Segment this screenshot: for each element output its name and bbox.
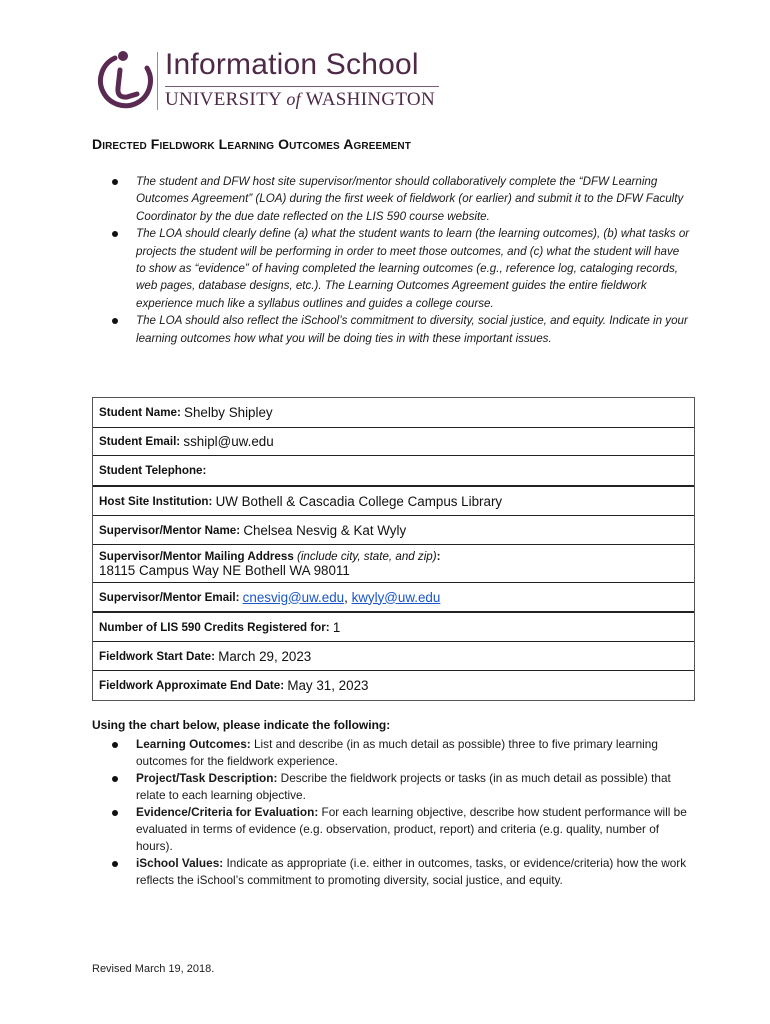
intro-bullet-list [112,173,692,347]
bullet-icon [112,776,118,782]
instruction-item: Evidence/Criteria for Evaluation: For each learning objective, describe how student performance will be evaluated in terms of evidence (e.g. observation, product, report) and criteria (e.g. quality, number of hours). [112,804,692,855]
end-date-value: May 31, 2023 [287,678,369,693]
intro-bullet: The student and DFW host site supervisor/mentor should collaboratively complete the “DFW Learning Outcomes Agreement” (LOA) during the first week of fieldwork (or earlier) and submit it to the DFW Faculty Coordinator by the due date reflected on the LIS 590 course website. [112,173,692,225]
end-date-field[interactable]: Fieldwork Approximate End Date: May 31, 2023 [99,678,369,693]
instruction-item: iSchool Values: Indicate as appropriate (i.e. either in outcomes, tasks, or evidence/criteria) how the work reflects the iSchool’s commitment to promoting diversity, social justice, and equity. [112,855,692,889]
bullet-icon [112,231,118,237]
host-site-value: UW Bothell & Cascadia College Campus Library [215,493,503,509]
supervisor-email-link-2[interactable]: kwyly@uw.edu [351,589,441,605]
student-info-table [92,397,695,701]
credits-value: 1 [332,619,341,635]
supervisor-address-field[interactable]: Supervisor/Mentor Mailing Address (include city, state, and zip): 18115 Campus Way NE Bothell WA 98011 [93,545,694,583]
revised-date-footer: Revised March 19, 2018. [92,963,215,975]
student-email-value: sshipl@uw.edu [183,434,274,449]
logo-divider [157,52,158,110]
logo-title: Information School [165,48,419,81]
bullet-icon [112,861,118,867]
bullet-icon [112,318,118,324]
supervisor-email-link-1[interactable]: cnesvig@uw.edu [242,589,345,605]
logo-subtitle: UNIVERSITY of WASHINGTON [165,89,435,110]
instruction-item: Project/Task Description: Describe the fieldwork projects or tasks (in as much detail as possible) that relate to each learning objective. [112,770,692,804]
supervisor-name-field[interactable]: Supervisor/Mentor Name: Chelsea Nesvig & Kat Wyly [93,516,694,545]
ischool-i-logo-icon [93,48,153,114]
instructions-heading: Using the chart below, please indicate the following: [92,718,391,732]
start-date-field[interactable]: Fieldwork Start Date: March 29, 2023 [93,642,694,671]
student-telephone-field[interactable]: Student Telephone: [93,456,694,487]
student-name-value: Shelby Shipley [184,405,273,420]
student-email-field[interactable]: Student Email: sshipl@uw.edu [93,428,694,456]
bullet-icon [112,810,118,816]
document-title: Directed Fieldwork Learning Outcomes Agreement [92,136,411,152]
host-site-field[interactable]: Host Site Institution: UW Bothell & Cascadia College Campus Library [93,487,694,516]
supervisor-name-value: Chelsea Nesvig & Kat Wyly [243,522,407,538]
intro-bullet: The LOA should also reflect the iSchool’s commitment to diversity, social justice, and equity. Indicate in your learning outcomes how what you will be doing ties in with these important issues. [112,312,692,347]
bullet-icon [112,742,118,748]
start-date-value: March 29, 2023 [218,648,312,664]
logo-rule [165,86,439,87]
ischool-logo [93,48,453,114]
supervisor-email-field[interactable]: Supervisor/Mentor Email: cnesvig@uw.edu , kwyly@uw.edu [93,583,694,613]
instruction-item: Learning Outcomes: List and describe (in as much detail as possible) three to five primary learning outcomes for the fieldwork experience. [112,736,692,770]
instructions-list [112,736,692,889]
intro-bullet: The LOA should clearly define (a) what the student wants to learn (the learning outcomes), (b) what tasks or projects the student will be performing in order to meet those outcomes, and (c) what the student will have to show as “evidence” of having completed the learning outcomes (e.g., reference log, cataloging records, web pages, database designs, etc.). The Learning Outcomes Agreement guides the entire fieldwork experience much like a syllabus outlines and guides a college course. [112,225,692,312]
bullet-icon [112,179,118,185]
student-name-field[interactable]: Student Name: Shelby Shipley [93,398,694,428]
supervisor-address-value: 18115 Campus Way NE Bothell WA 98011 [99,563,350,578]
credits-field[interactable]: Number of LIS 590 Credits Registered for: 1 [93,613,694,642]
